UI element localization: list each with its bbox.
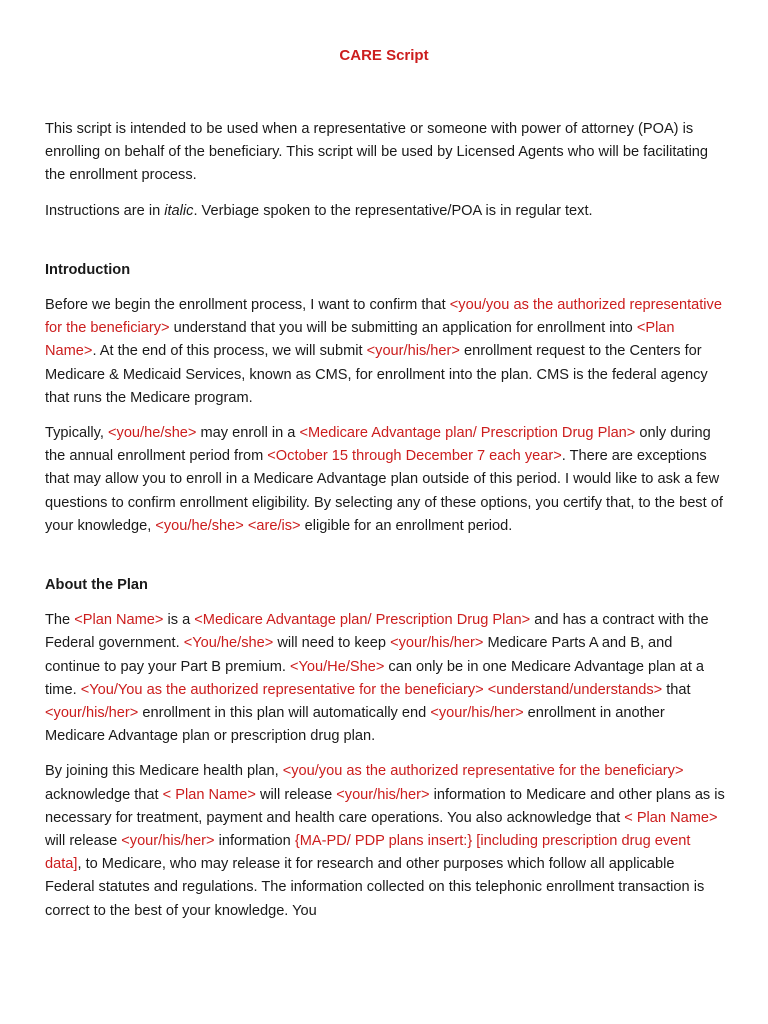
placeholder-variable: <you/you as the authorized representative for the beneficiary> (45, 297, 722, 337)
placeholder-variable: <October 15 through December 7 each year> (267, 448, 562, 465)
script-text: is a (163, 612, 195, 629)
instructions-text-a: Instructions are in (45, 202, 165, 219)
script-text: Typically, (45, 425, 108, 442)
placeholder-variable: <you/he/she> (108, 425, 197, 442)
placeholder-variable: <Medicare Advantage plan/ Prescription Drug Plan> (299, 425, 636, 442)
about-plan-paragraph-1 (45, 609, 727, 748)
script-text: will release (255, 786, 337, 803)
introduction-paragraph-1 (45, 294, 727, 410)
script-text: Medicare Parts A and B, and continue to pay your Part B premium. (45, 635, 673, 675)
script-text: can only be in one Medicare Advantage plan at a time. (45, 658, 705, 698)
placeholder-variable: <You/You as the authorized representative for the beneficiary> <understand/understands> (80, 681, 663, 698)
placeholder-variable: <You/He/She> (289, 658, 385, 675)
script-text: . At the end of this process, we will submit (92, 343, 367, 360)
script-text: only during the annual enrollment period from (45, 425, 711, 465)
placeholder-variable: <your/his/her> (366, 343, 460, 360)
placeholder-variable: <Medicare Advantage plan/ Prescription Drug Plan> (194, 612, 531, 629)
script-text: understand that you will be submitting an application for enrollment into (169, 320, 637, 337)
introduction-heading: Introduction (45, 261, 131, 278)
script-text: and has a contract with the Federal government. (45, 612, 709, 652)
script-text: By joining this Medicare health plan, (45, 763, 283, 780)
page-title: CARE Script (339, 47, 429, 64)
placeholder-variable: < Plan Name> (624, 809, 718, 826)
placeholder-variable: <your/his/her> (430, 705, 524, 722)
placeholder-variable: <your/his/her> (336, 786, 430, 803)
script-text: may enroll in a (196, 425, 300, 442)
script-text: acknowledge that (45, 786, 163, 803)
placeholder-variable: <You/he/she> (183, 635, 274, 652)
script-text: enrollment in another Medicare Advantage plan or prescription drug plan. (45, 705, 665, 745)
script-text: information (214, 833, 295, 850)
intro-paragraph: This script is intended to be used when a representative or someone with power of attorney (POA) is enrolling on behalf of the beneficiary. This script will be used by Licensed Agents who will be facilitating the enrollment process. (45, 121, 709, 184)
placeholder-variable: <you/you as the authorized representative for the beneficiary> (282, 763, 684, 780)
script-text: . There are exceptions that may allow you to enroll in a Medicare Advantage plan outside of this period. I would like to ask a few questions to confirm enrollment eligibility. By selecting any of these options, you certify that, to the best of your knowledge, (45, 448, 723, 534)
script-text: will need to keep (273, 635, 391, 652)
about-plan-heading: About the Plan (45, 577, 148, 594)
script-text: The (45, 612, 75, 629)
script-text: enrollment request to the Centers for Medicare & Medicaid Services, known as CMS, for enrollment into the plan. CMS is the federal agency that runs the Medicare program. (45, 343, 708, 406)
script-text: eligible for an enrollment period. (300, 517, 513, 534)
script-text: Before we begin the enrollment process, I want to confirm that (45, 297, 450, 314)
script-text: enrollment in this plan will automatically end (138, 705, 431, 722)
instructions-paragraph (45, 200, 727, 223)
placeholder-variable: {MA-PD/ PDP plans insert:} [including prescription drug event data] (45, 833, 691, 873)
script-text: , to Medicare, who may release it for research and other purposes which follow all applicable Federal statutes and regulations. The information collected on this telephonic enrollment transaction is correct to the best of your knowledge. You (45, 856, 705, 919)
instructions-italic-word: italic (164, 202, 194, 219)
placeholder-variable: <Plan Name> (74, 612, 164, 629)
introduction-paragraph-2 (45, 422, 727, 538)
placeholder-variable: <you/he/she> <are/is> (155, 517, 301, 534)
placeholder-variable: <your/his/her> (390, 635, 484, 652)
script-text: information to Medicare and other plans as is necessary for treatment, payment and health care operations. You also acknowledge that (45, 786, 725, 826)
script-text: will release (45, 833, 122, 850)
about-plan-paragraph-2 (45, 760, 727, 922)
document-body (45, 118, 727, 935)
placeholder-variable: <your/his/her> (121, 833, 215, 850)
instructions-text-c: . Verbiage spoken to the representative/POA is in regular text. (193, 202, 593, 219)
script-text: that (662, 681, 691, 698)
placeholder-variable: < Plan Name> (162, 786, 256, 803)
placeholder-variable: <your/his/her> (45, 705, 139, 722)
placeholder-variable: <Plan Name> (45, 320, 675, 360)
